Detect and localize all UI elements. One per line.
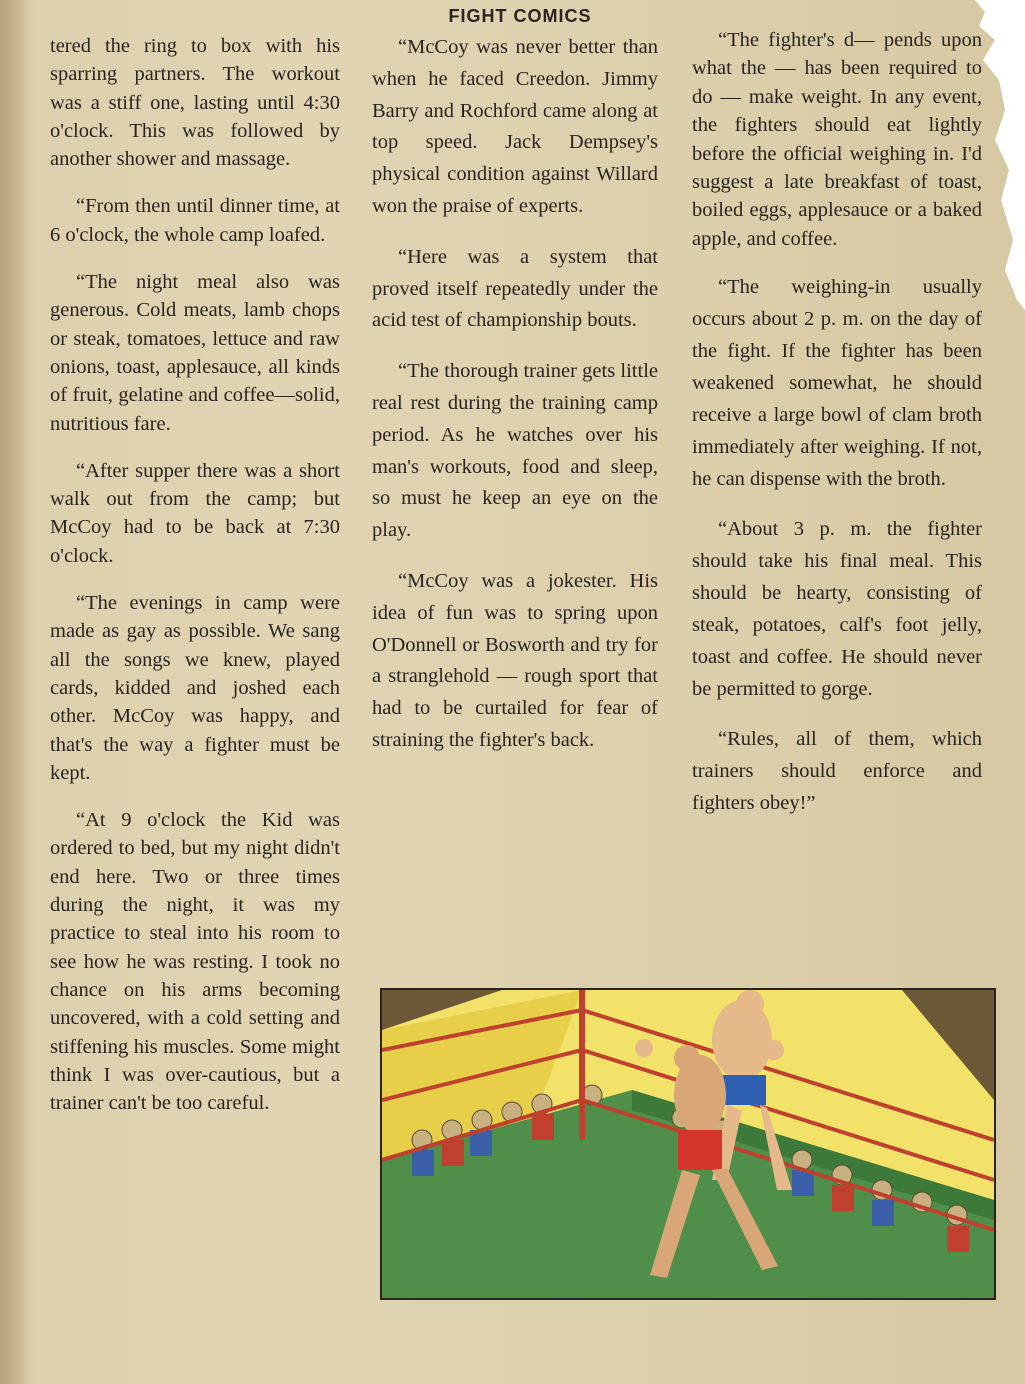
paragraph: “The evenings in camp were made as gay as possible. We sang all the songs we knew, played cards, kidded and joshed each other. McCoy was happy, and that's the way a fighter must be kept.	[50, 592, 340, 784]
paragraph: “The weighing-in usually occurs about 2 p. m. on the day of the fight. If the fighter has been weakened somewhat, he should receive a large bowl of clam broth immediately after weighing. If not, he can dispense with the broth.	[692, 276, 982, 491]
paragraph: “The fighter's d— pends upon what the — has been required to do — make weight. In any event, the fighters should eat lightly before the official weighing in. I'd suggest a late breakfast of toast, boiled eggs, applesauce or a baked apple, and coffee.	[692, 29, 982, 250]
boxing-ring-illustration	[380, 988, 996, 1300]
text-column-middle	[372, 32, 658, 776]
binding-shadow	[0, 0, 34, 1384]
paragraph: “Here was a system that proved itself repeatedly under the acid test of championship bouts.	[372, 245, 658, 332]
paragraph: “The night meal also was generous. Cold meats, lamb chops or steak, tomatoes, lettuce and raw onions, toast, applesauce, all kinds of fruit, gelatine and coffee—solid, nutritious fare.	[50, 271, 340, 435]
paragraph: tered the ring to box with his sparring partners. The workout was a stiff one, lasting until 4:30 o'clock. This was followed by another shower and massage.	[50, 35, 340, 171]
paragraph: “The thorough trainer gets little real rest during the training camp period. As he watches over his man's workouts, food and sleep, so must he keep an eye on the play.	[372, 360, 658, 542]
paragraph: “After supper there was a short walk out from the camp; but McCoy had to be back at 7:30 o'clock.	[50, 459, 340, 567]
text-column-left	[50, 32, 340, 1136]
paragraph: “McCoy was never better than when he faced Creedon. Jimmy Barry and Rochford came along at top speed. Jack Dempsey's physical condition against Willard won the praise of experts.	[372, 36, 658, 217]
text-column-right	[692, 26, 982, 837]
paragraph: “About 3 p. m. the fighter should take his final meal. This should be hearty, consisting of steak, potatoes, calf's foot jelly, toast and coffee. He should never be permitted to gorge.	[692, 518, 982, 701]
paragraph: “McCoy was a jokester. His idea of fun was to spring upon O'Donnell or Bosworth and try for a stranglehold — rough sport that had to be curtailed for fear of straining the fighter's back.	[372, 569, 658, 751]
paragraph: “From then until dinner time, at 6 o'clock, the whole camp loafed.	[50, 195, 340, 246]
boxing-ring-icon	[382, 990, 994, 1298]
paragraph: “Rules, all of them, which trainers should enforce and fighters obey!”	[692, 728, 982, 815]
paragraph: “At 9 o'clock the Kid was ordered to bed, but my night didn't end here. Two or three times during the night, it was my practice to steal into his room to see how he was resting. I took no chance on his arms becoming uncovered, with a cold setting and stiffening his muscles. Some might think I was over-cautious, but a trainer can't be too careful.	[50, 809, 340, 1115]
page-header: FIGHT COMICS	[448, 6, 592, 26]
